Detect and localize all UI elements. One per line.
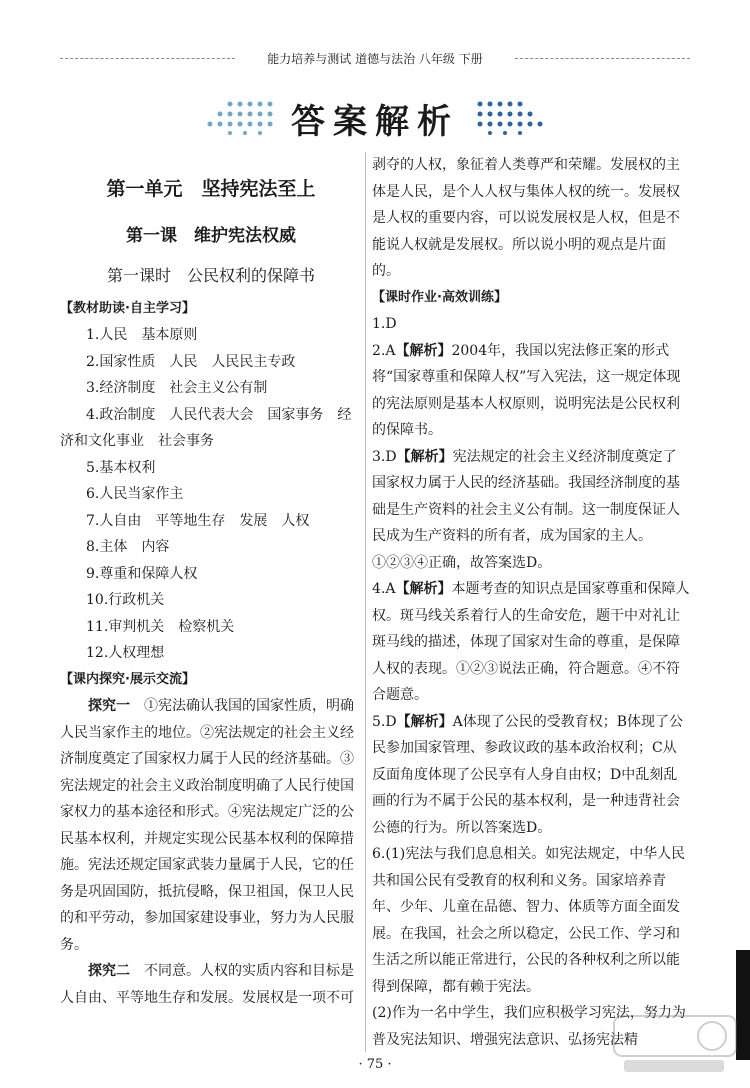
explore-two-label: 探究二 xyxy=(88,963,130,979)
dot-pattern-left-icon xyxy=(200,98,280,136)
running-header xyxy=(60,50,690,67)
explore-two-paragraph xyxy=(60,958,362,1011)
list-item: 5.基本权利 xyxy=(86,459,156,476)
section-heading-homework: 【课时作业·高效训练】 xyxy=(372,289,507,305)
list-item: 11.审判机关 检察机关 xyxy=(86,618,235,635)
header-dotted-rule-left xyxy=(60,58,235,59)
section-heading-study: 【教材助读·自主学习】 xyxy=(60,300,195,316)
lesson-heading: 第一课 维护宪法权威 xyxy=(126,225,296,246)
analysis-tag: 【解析】 xyxy=(395,581,452,597)
unit-heading: 第一单元 坚持宪法至上 xyxy=(106,178,316,200)
list-item: 4.政治制度 人民代表大会 国家事务 经 xyxy=(86,406,352,423)
section-banner xyxy=(200,92,550,142)
period-heading: 第一课时 公民权利的保障书 xyxy=(106,266,315,285)
explore-two-text: 不同意。人权的实质内容和目标是人自由、平等地生存和发展。发展权是一项不可 xyxy=(60,963,354,1006)
list-item: 8.主体 内容 xyxy=(86,539,170,555)
explore-two-continued: 剥夺的人权，象征着人类尊严和荣耀。发展权的主体是人民，是个人人权与集体人权的统一。发展权是人权的重要内容，可以说发展权是人权，但是不能说人权就是发展权。所以说小明的观点是片面的。 xyxy=(372,157,680,279)
analysis-tag: 【解析】 xyxy=(396,448,453,465)
watermark-logo xyxy=(610,1010,740,1080)
answer-1: 1.D xyxy=(372,316,397,332)
answer-2: 2.A【解析】2004年，我国以宪法修正案的形式将“国家尊重和保障人权”写入宪法，这一规定体现的宪法原则是基本人权原则，说明宪法是公民权利的保障书。 xyxy=(372,342,681,438)
answer-5: 5.D【解析】A体现了公民的受教育权；B体现了公民参加国家管理、参政议政的基本政治权利；C从反面角度体现了公民享有人身自由权；D中乱刻乱画的行为不属于公民的基本权利，是一种违背社会公德的行为。所以答案选D。 xyxy=(372,713,683,836)
header-text: 能力培养与测试 道德与法治 八年级 下册 xyxy=(261,52,488,66)
column-divider xyxy=(365,152,366,1052)
list-item: 2.国家性质 人民 人民民主专政 xyxy=(86,353,296,370)
list-item-continued: 济和文化事业 社会事务 xyxy=(60,433,214,449)
section-heading-explore: 【课内探究·展示交流】 xyxy=(60,671,195,687)
dot-pattern-right-icon xyxy=(470,98,550,136)
banner-title: 答案解析 xyxy=(291,102,459,142)
answer-6-part-2: (2)作为一名中学生，我们应积极学习宪法，努力为普及宪法知识、增强宪法意识、弘扬宪法精 xyxy=(372,1005,686,1048)
header-dotted-rule-right xyxy=(515,58,690,59)
list-item: 12.人权理想 xyxy=(86,645,165,661)
list-item: 9.尊重和保障人权 xyxy=(86,565,198,582)
answer-6-part-1: 6.(1)宪法与我们息息相关。如宪法规定，中华人民共和国公民有受教育的权利和义务。国家培养青年、少年、儿童在品德、智力、体质等方面全面发展。在我国，社会之所以稳定，公民工作、学习和生活之所以能正常进行，公民的各种权利之所以能得到保障，都有赖于宪法。 xyxy=(372,846,686,995)
list-item: 1.人民 基本原则 xyxy=(86,327,198,343)
answer-3: 3.D【解析】宪法规定的社会主义经济制度奠定了国家权力属于人民的经济基础。我国经济制度的基础是生产资料的社会主义公有制。这一制度保证人民成为生产资料的所有者，成为国家的主人。①②③④正确，故答案选D。 xyxy=(372,448,680,571)
answer-4: 4.A【解析】本题考查的知识点是国家尊重和保障人权。斑马线关系着行人的生命安危，题干中对礼让斑马线的描述，体现了国家对生命的尊重，是保障人权的表现。①②③说法正确，符合题意。④不符合题意。 xyxy=(372,581,690,703)
list-item: 3.经济制度 社会主义公有制 xyxy=(86,380,268,396)
explore-one-paragraph xyxy=(60,693,362,958)
analysis-tag: 【解析】 xyxy=(395,342,452,359)
list-item: 10.行政机关 xyxy=(86,592,165,608)
right-column xyxy=(372,152,690,1053)
list-item: 7.人自由 平等地生存 发展 人权 xyxy=(86,512,310,529)
page-number: · 75 · xyxy=(358,1057,392,1072)
explore-one-text: ①宪法确认我国的国家性质，明确人民当家作主的地位。②宪法规定的社会主义经济制度奠定了国家权力属于人民的经济基础。③宪法规定的社会主义政治制度明确了人民行使国家权力的基本途径和形式。④宪法规定广泛的公民基本权利，并规定实现公民基本权利的保障措施。宪法还规定国家武装力量属于人民，它的任务是巩固国防，抵抗侵略，保卫祖国，保卫人民的和平劳动，参加国家建设事业，努力为人民服务。 xyxy=(60,698,354,953)
analysis-tag: 【解析】 xyxy=(396,713,453,730)
left-column xyxy=(60,152,362,1011)
explore-one-label: 探究一 xyxy=(88,698,130,714)
list-item: 6.人民当家作主 xyxy=(86,486,184,502)
